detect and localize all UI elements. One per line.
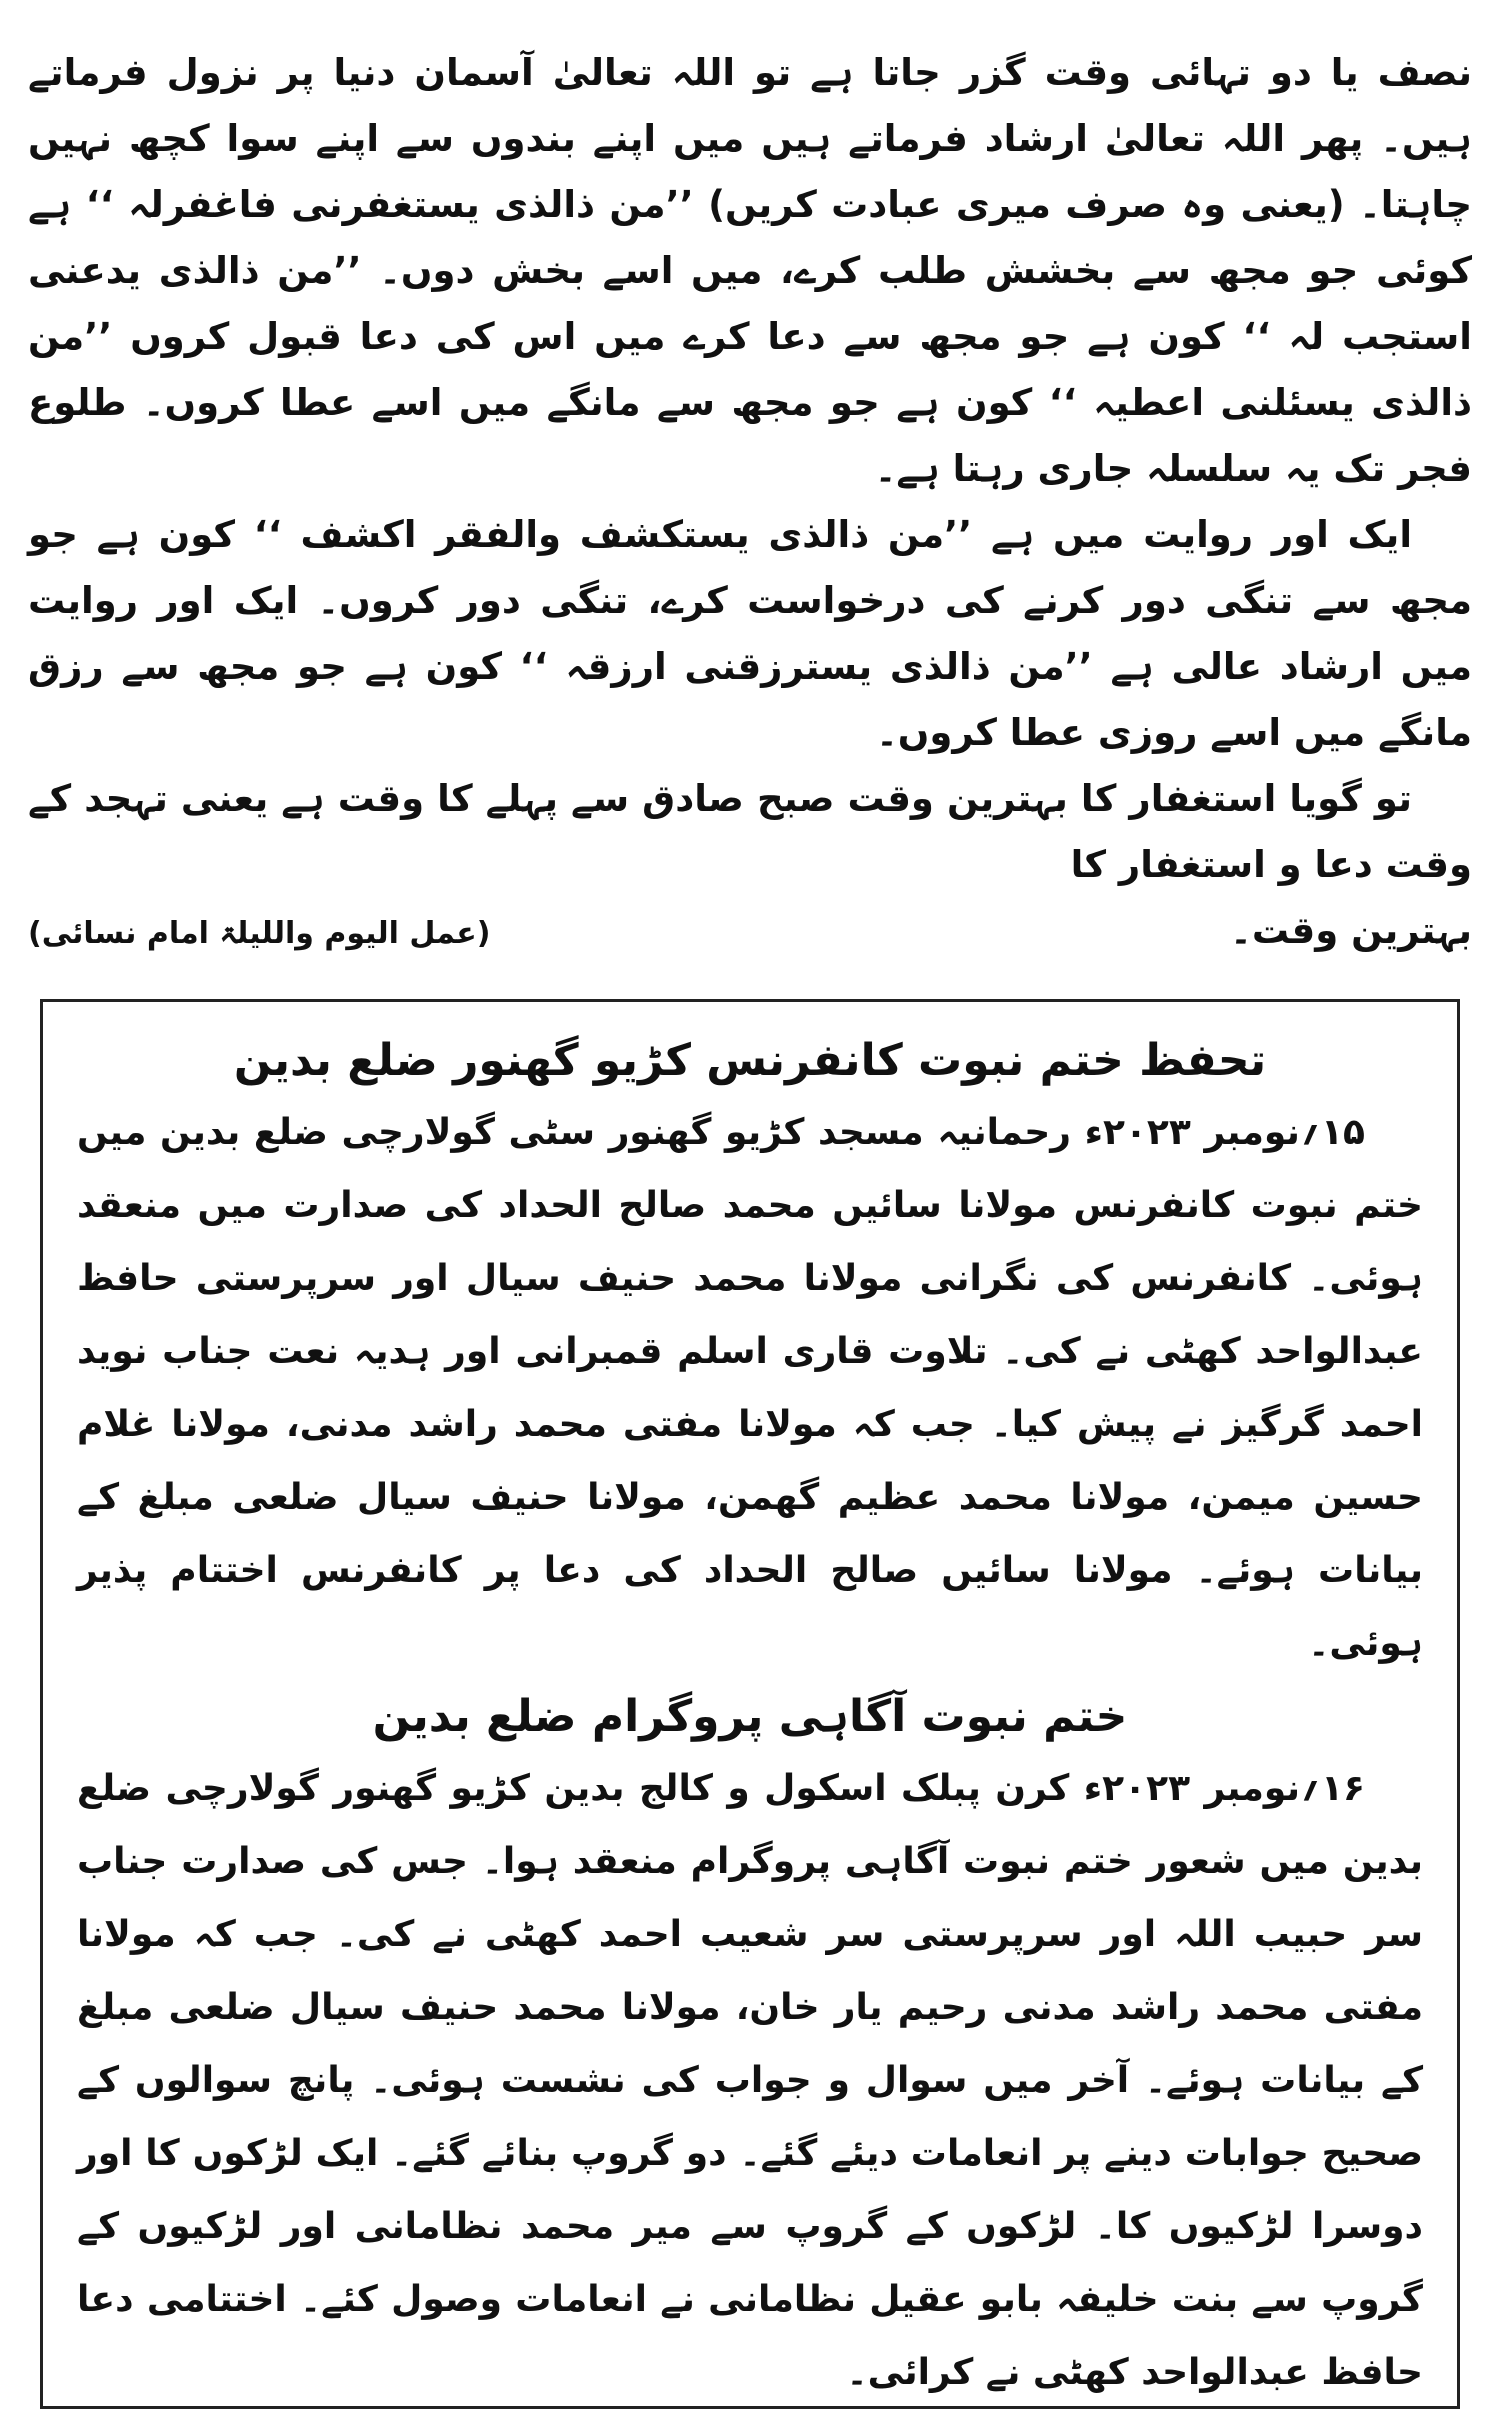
news-item-2-body: ۱۶؍نومبر ۲۰۲۳ء کرن پبلک اسکول و کالج بدین کڑیو گھنور گولارچی ضلع بدین میں شعور ختم نبوت آگاہی پروگرام منعقد ہوا۔ جس کی صدارت جناب سر حبیب اللہ اور سرپرستی سر شعیب احمد کھٹی نے کی۔ جب کہ مولانا مفتی محمد راشد مدنی رحیم یار خان، مولانا محمد حنیف سیال ضلعی مبلغ کے بیانات ہوئے۔ آخر میں سوال و جواب کی نشست ہوئی۔ پانچ سوالوں کے صحیح جوابات دینے پر انعامات دیئے گئے۔ دو گروپ بنائے گئے۔ ایک لڑکوں کا اور دوسرا لڑکیوں کا۔ لڑکوں کے گروپ سے میر محمد نظامانی اور لڑکیوں کے گروپ سے بنت خلیفہ بابو عقیل نظامانی نے انعامات وصول کئے۔ اختتامی دعا حافظ عبدالواحد کھٹی نے کرائی۔	[77, 1768, 1423, 2393]
news-item-1-body: ۱۵؍نومبر ۲۰۲۳ء رحمانیہ مسجد کڑیو گھنور سٹی گولارچی ضلع بدین میں ختم نبوت کانفرنس مولانا سائیں محمد صالح الحداد کی صدارت میں منعقد ہوئی۔ کانفرنس کی نگرانی مولانا محمد حنیف سیال اور سرپرستی حافظ عبدالواحد کھٹی نے کی۔ تلاوت قاری اسلم قمبرانی اور ہدیہ نعت جناب نوید احمد گرگیز نے پیش کیا۔ جب کہ مولانا مفتی محمد راشد مدنی، مولانا غلام حسین میمن، مولانا محمد عظیم گھمن، مولانا حنیف سیال ضلعی مبلغ کے بیانات ہوئے۔ مولانا سائیں صالح الحداد کی دعا پر کانفرنس اختتام پذیر ہوئی۔	[77, 1112, 1423, 1664]
news-item-2-title: ختم نبوت آگاہی پروگرام ضلع بدین	[372, 1691, 1128, 1742]
article-citation: (عمل الیوم واللیلۃ امام نسائی)	[28, 916, 491, 951]
news-box	[40, 999, 1460, 2409]
article-closing-line	[28, 898, 1472, 967]
article-paragraph-1: نصف یا دو تہائی وقت گزر جاتا ہے تو اللہ تعالیٰ آسمان دنیا پر نزول فرماتے ہیں۔ پھر اللہ تعالیٰ ارشاد فرماتے ہیں میں اپنے بندوں سے اپنے سوا کچھ نہیں چاہتا۔ (یعنی وہ صرف میری عبادت کریں) ’’من ذالذی یستغفرنی فاغفرلہ ‘‘ ہے کوئی جو مجھ سے بخشش طلب کرے، میں اسے بخش دوں۔ ’’من ذالذی یدعنی استجب لہ ‘‘ کون ہے جو مجھ سے دعا کرے میں اس کی دعا قبول کروں ’’من ذالذی یسئلنی اعطیہ ‘‘ کون ہے جو مجھ سے مانگے میں اسے عطا کروں۔ طلوع فجر تک یہ سلسلہ جاری رہتا ہے۔	[28, 51, 1472, 490]
article-continuation	[28, 40, 1472, 967]
article-paragraph-3: تو گویا استغفار کا بہترین وقت صبح صادق سے پہلے کا وقت ہے یعنی تہجد کے وقت دعا و استغفار کا	[28, 777, 1472, 886]
news-item-1-title: تحفظ ختم نبوت کانفرنس کڑیو گھنور ضلع بدین	[233, 1035, 1267, 1086]
article-paragraph-2: ایک اور روایت میں ہے ’’من ذالذی یستکشف والفقر اکشف ‘‘ کون ہے جو مجھ سے تنگی دور کرنے کی درخواست کرے، تنگی دور کروں۔ ایک اور روایت میں ارشاد عالی ہے ’’من ذالذی یسترزقنی ارزقہ ‘‘ کون ہے جو مجھ سے رزق مانگے میں اسے روزی عطا کروں۔	[28, 513, 1472, 754]
article-paragraph-3-end: بہترین وقت۔	[1230, 909, 1472, 952]
